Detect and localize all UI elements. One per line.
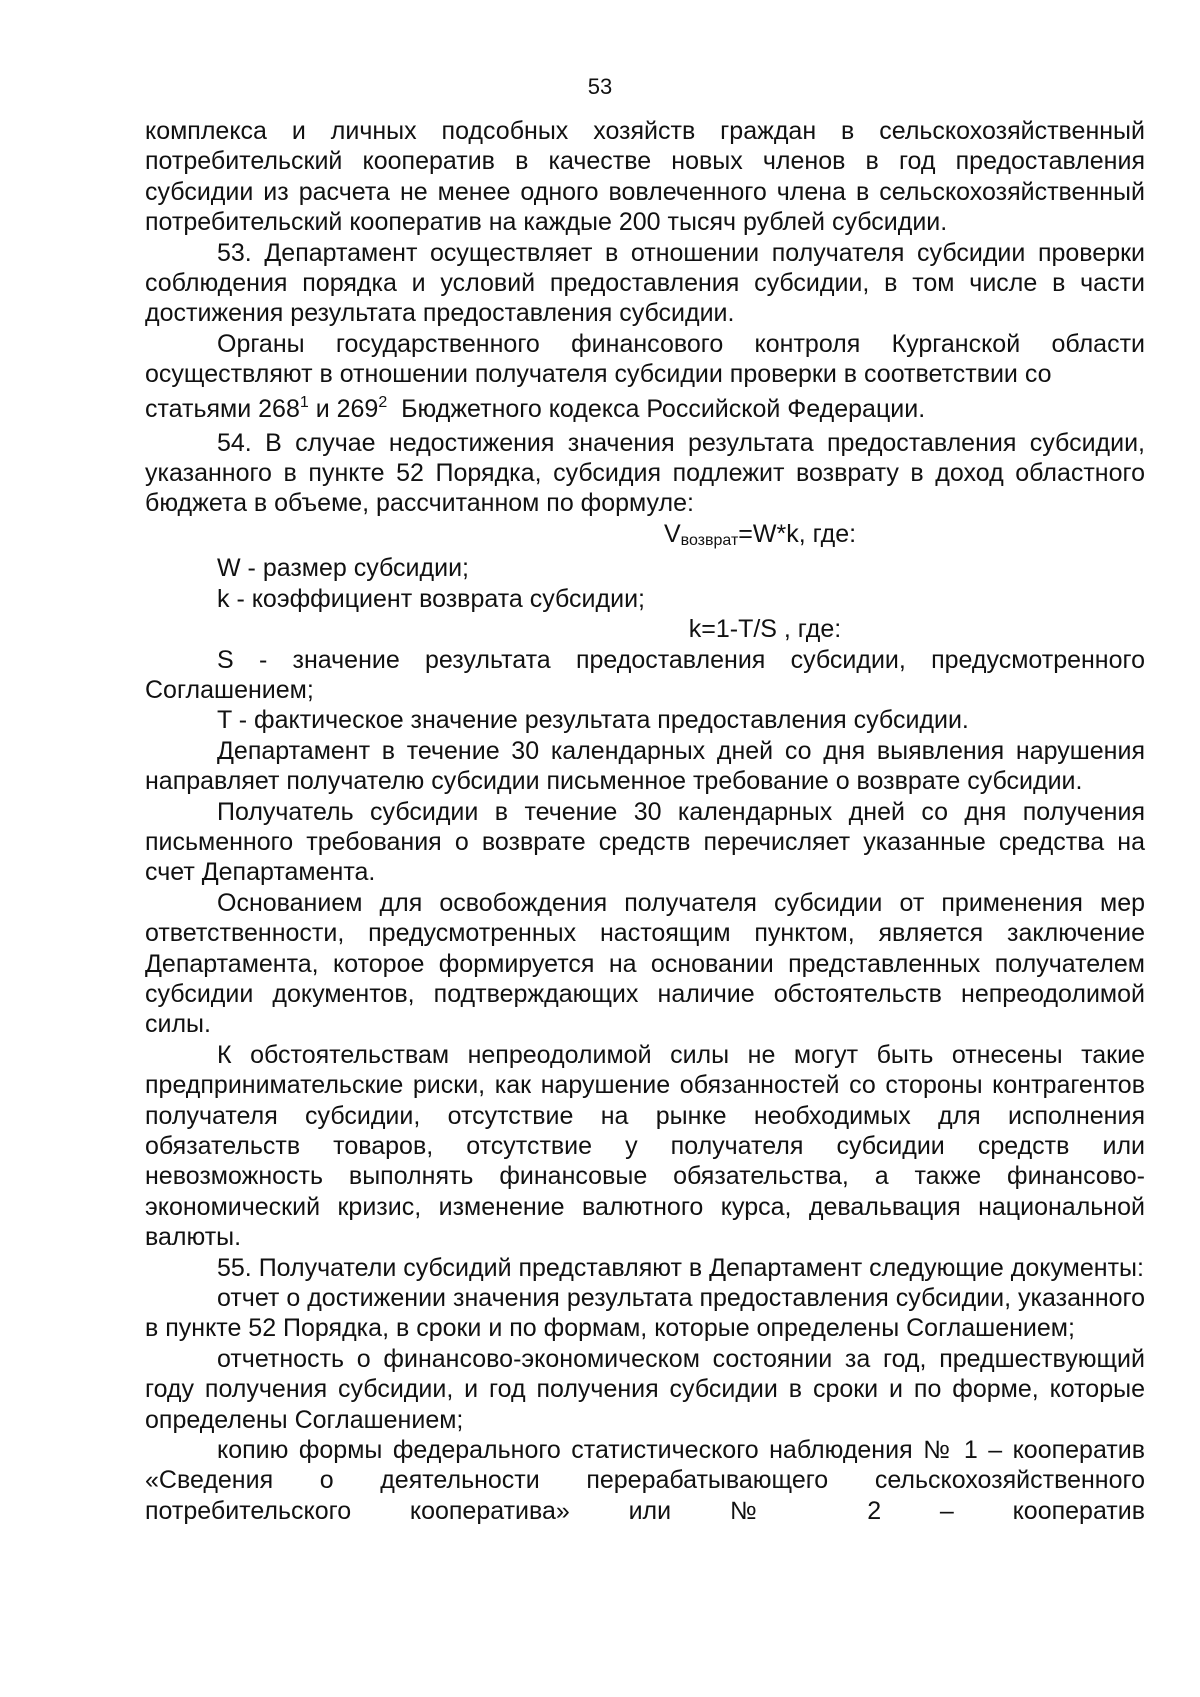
paragraph-financial-control: Органы государственного финансового контроля Курганской области осуществляют в отношении получателя субсидии проверки в соответствии со (145, 329, 1145, 389)
list-item-financial-statements: отчетность о финансово-экономическом состоянии за год, предшествующий году получения субсидии, и год получения субсидии в сроки и по форме, которые определены Соглашением; (145, 1344, 1145, 1434)
list-item-statistical-form: копию формы федерального статистического наблюдения № 1 – кооператив «Сведения о деятельности перерабатывающего сельскохозяйственного потребительского кооператива» или № 2 – кооператив (145, 1436, 1145, 1525)
budget-code-text-c: Бюджетного кодекса Российской Федерации. (387, 394, 926, 423)
paragraph-55: 55. Получатели субсидий представляют в Департамент следующие документы: (217, 1253, 1144, 1282)
page-number: 53 (587, 74, 613, 99)
paragraph-54: 54. В случае недостижения значения результата предоставления субсидии, указанного в пункте 52 Порядка, субсидия подлежит возврату в доход областного бюджета в объеме, рассчитанном по формуле: (145, 428, 1145, 518)
paragraph-force-majeure: К обстоятельствам непреодолимой силы не могут быть отнесены такие предпринимательские риски, как нарушение обязанностей со стороны контрагентов получателя субсидии, отсутствие на рынке необходимых для исполнения обязательств товаров, отсутствие у получателя субсидии средств или невозможность выполнять финансовые обязательства, а также финансово-экономический кризис, изменение валютного курса, девальвация национальной валюты. (145, 1040, 1145, 1252)
paragraph-department-requirement: Департамент в течение 30 календарных дней со дня выявления нарушения направляет получателю субсидии письменное требование о возврате субсидии. (145, 736, 1145, 796)
formula-coefficient: k=1-T/S , где: (688, 615, 842, 644)
definition-t: T - фактическое значение результата предоставления субсидии. (217, 706, 969, 735)
formula-rest: =W*k, где: (738, 519, 857, 548)
list-item-report: отчет о достижении значения результата предоставления субсидии, указанного в пункте 52 Порядка, в сроки и по формам, которые определены Соглашением; (145, 1284, 1145, 1343)
paragraph-continuation: комплекса и личных подсобных хозяйств граждан в сельскохозяйственный потребительский кооператив в качестве новых членов в год предоставления субсидии из расчета не менее одного вовлеченного члена в сельскохозяйственный потребительский кооператив на каждые 200 тысяч рублей субсидии. (145, 117, 1145, 237)
superscript-2: 2 (378, 393, 388, 411)
formula-subscript: возврат (680, 531, 739, 549)
paragraph-53: 53. Департамент осуществляет в отношении получателя субсидии проверки соблюдения порядка и условий предоставления субсидии, в том числе в части достижения результата предоставления субсидии. (145, 238, 1145, 328)
paragraph-recipient-transfer: Получатель субсидии в течение 30 календарных дней со дня получения письменного требования о возврате средств перечисляет указанные средства на счет Департамента. (145, 797, 1145, 887)
definition-w: W - размер субсидии; (217, 554, 469, 583)
superscript-1: 1 (299, 393, 309, 411)
paragraph-budget-code-reference (145, 390, 1145, 428)
document-body (145, 116, 1145, 1526)
formula-return-volume (145, 519, 1145, 553)
budget-code-text-b: и 269 (308, 394, 379, 423)
formula-v: V (663, 519, 681, 548)
budget-code-text-a: статьями 268 (145, 394, 300, 423)
definition-s: S - значение результата предоставления субсидии, предусмотренного Соглашением; (145, 645, 1145, 704)
definition-k: k - коэффициент возврата субсидии; (217, 584, 645, 613)
paragraph-liability-exemption: Основанием для освобождения получателя субсидии от применения мер ответственности, предусмотренных настоящим пунктом, является заключение Департамента, которое формируется на основании представленных получателем субсидии документов, подтверждающих наличие обстоятельств непреодолимой силы. (145, 888, 1145, 1039)
